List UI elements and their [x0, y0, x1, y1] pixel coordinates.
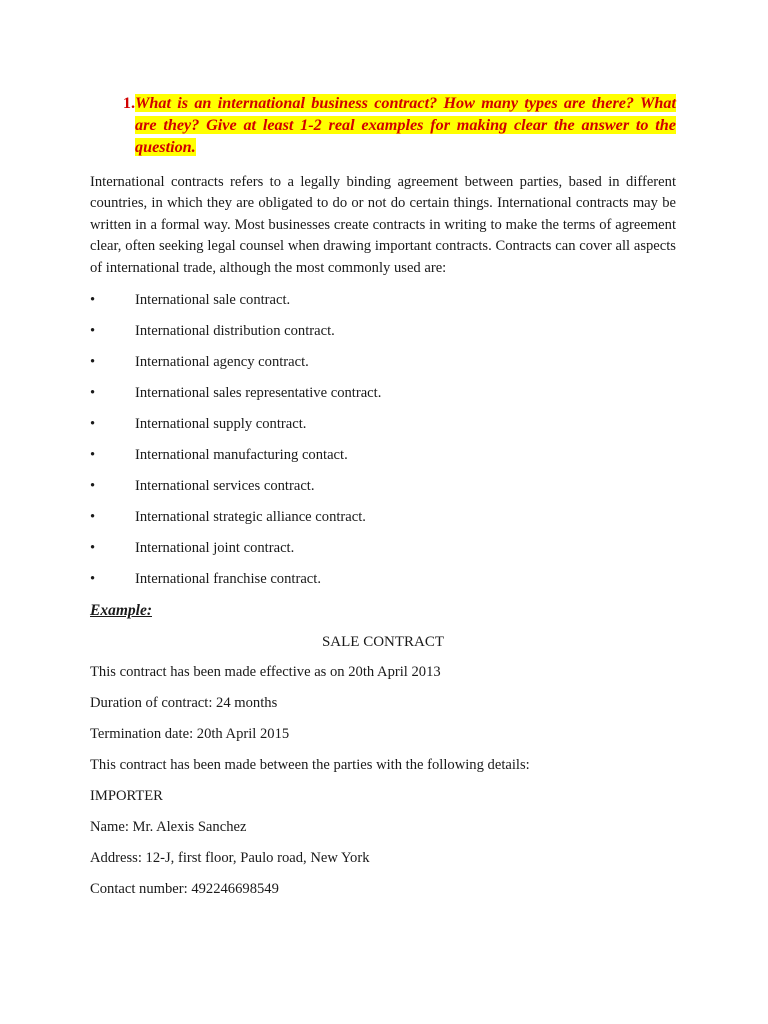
list-item-text: International strategic alliance contract.: [135, 509, 366, 526]
list-item-text: International distribution contract.: [135, 323, 335, 340]
list-item: [90, 316, 676, 347]
contract-parties-intro: This contract has been made between the parties with the following details:: [90, 757, 530, 774]
contract-termination-date: Termination date: 20th April 2015: [90, 726, 290, 743]
list-item-text: International supply contract.: [135, 416, 307, 433]
question-number: 1.: [122, 94, 135, 112]
bullet-icon: •: [90, 447, 96, 464]
bullet-icon: •: [90, 571, 96, 588]
bullet-icon: •: [90, 540, 96, 557]
importer-name: Name: Mr. Alexis Sanchez: [90, 819, 247, 836]
contract-title: SALE CONTRACT: [321, 634, 445, 651]
bullet-icon: •: [90, 385, 96, 402]
list-item-text: International sales representative contract.: [135, 385, 382, 402]
list-item-text: International agency contract.: [135, 354, 309, 371]
bullet-icon: •: [90, 416, 96, 433]
bullet-icon: •: [90, 509, 96, 526]
list-item: [90, 502, 676, 533]
list-item: [90, 564, 676, 595]
list-item: [90, 440, 676, 471]
question-heading: [90, 92, 676, 158]
contract-effective-date: This contract has been made effective as on 20th April 2013: [90, 664, 441, 681]
bullet-icon: •: [90, 354, 96, 371]
list-item-text: International joint contract.: [135, 540, 295, 557]
contract-duration: Duration of contract: 24 months: [90, 695, 278, 712]
list-item-text: International services contract.: [135, 478, 315, 495]
importer-heading: IMPORTER: [90, 788, 163, 805]
importer-address: Address: 12-J, first floor, Paulo road, New York: [90, 850, 370, 867]
importer-contact: Contact number: 492246698549: [90, 881, 279, 898]
list-item-text: International sale contract.: [135, 292, 291, 309]
list-item: [90, 378, 676, 409]
question-text: What is an international business contract? How many types are there? What are they? Give at least 1-2 real examples for making clear the answer to the question.: [135, 94, 676, 156]
list-item-text: International franchise contract.: [135, 571, 321, 588]
list-item: [90, 347, 676, 378]
bullet-icon: •: [90, 323, 96, 340]
list-item: [90, 285, 676, 316]
list-item: [90, 409, 676, 440]
bullet-icon: •: [90, 292, 96, 309]
bullet-icon: •: [90, 478, 96, 495]
contract-types-list: [90, 285, 676, 595]
list-item-text: International manufacturing contact.: [135, 447, 348, 464]
list-item: [90, 471, 676, 502]
example-label: Example:: [90, 602, 152, 620]
intro-paragraph: International contracts refers to a legally binding agreement between parties, based in different countries, in which they are obligated to do or not do certain things. International contracts may be written in a formal way. Most businesses create contracts in writing to make the terms of agreement clear, often seeking legal counsel when drawing important contracts. Contracts can cover all aspects of international trade, although the most commonly used are:: [90, 174, 676, 276]
list-item: [90, 533, 676, 564]
document-page: [90, 92, 676, 905]
